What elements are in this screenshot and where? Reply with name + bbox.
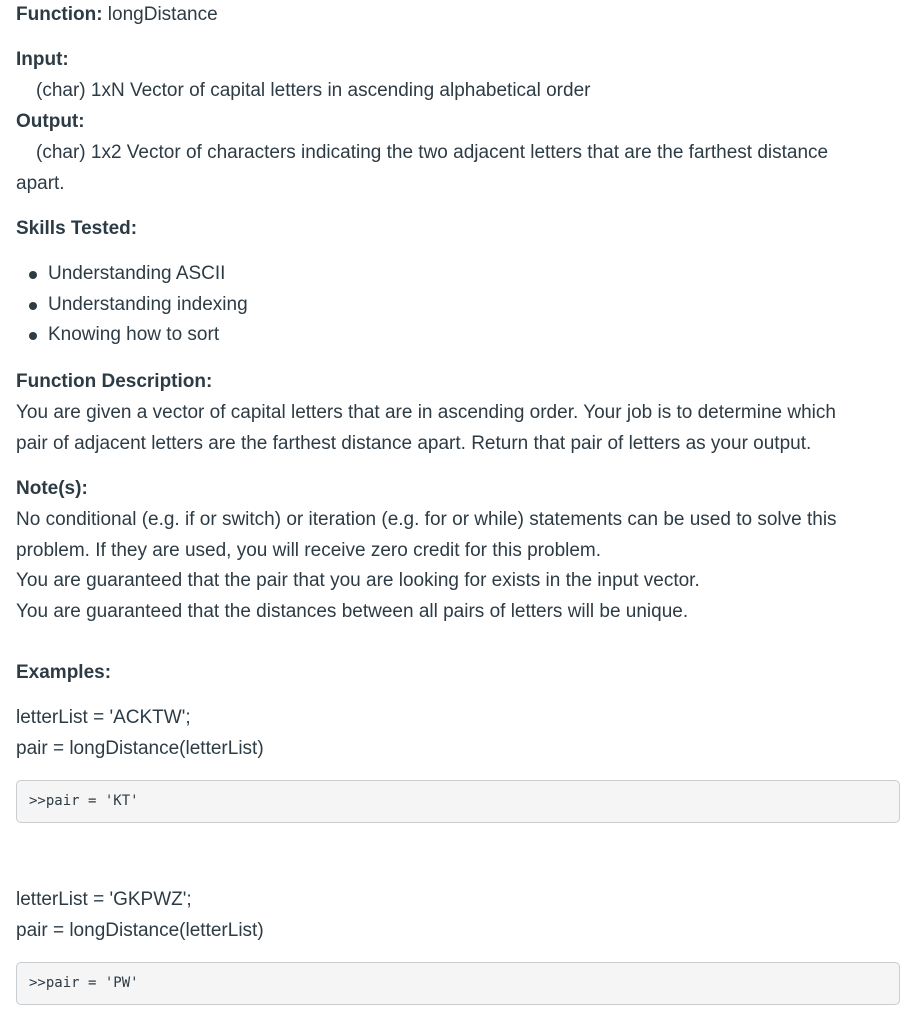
output-description-line-1: (char) 1x2 Vector of characters indicating the two adjacent letters that are the farthest distance	[36, 142, 829, 163]
example-1-output-box: >>pair = 'KT'	[16, 780, 900, 823]
function-label: Function:	[16, 4, 103, 25]
function-name: longDistance	[102, 4, 218, 25]
input-heading: Input:	[16, 49, 69, 70]
skills-heading: Skills Tested:	[16, 218, 138, 239]
notes-text	[16, 505, 900, 627]
example-1-code-line-1: letterList = 'ACKTW';	[16, 707, 191, 728]
skills-list-item-label: Understanding ASCII	[48, 263, 226, 284]
description-line-2: pair of adjacent letters are the farthest distance apart. Return that pair of letters as your output.	[16, 432, 812, 454]
output-description	[16, 138, 900, 199]
example-1-code-line-2: pair = longDistance(letterList)	[16, 737, 264, 759]
example-2-code-line-2: pair = longDistance(letterList)	[16, 919, 264, 941]
description-text	[16, 398, 900, 459]
notes-heading: Note(s):	[16, 478, 88, 499]
function-line	[16, 0, 900, 31]
notes-line-4: You are guaranteed that the distances between all pairs of letters will be unique.	[16, 600, 689, 622]
example-1-code	[16, 703, 264, 764]
notes-line-2: problem. If they are used, you will receive zero credit for this problem.	[16, 539, 602, 561]
example-2-code	[16, 885, 264, 946]
bullet-icon	[29, 302, 37, 310]
notes-line-1: No conditional (e.g. if or switch) or iteration (e.g. for or while) statements can be used to solve this	[16, 509, 837, 530]
description-line-1: You are given a vector of capital letters that are in ascending order. Your job is to determine which	[16, 402, 836, 423]
description-heading: Function Description:	[16, 371, 213, 392]
output-heading: Output:	[16, 111, 85, 132]
skills-list-item	[16, 320, 900, 351]
input-description: (char) 1xN Vector of capital letters in ascending alphabetical order	[36, 80, 591, 101]
skills-list-item-label: Knowing how to sort	[48, 324, 220, 345]
skills-list-item-label: Understanding indexing	[48, 293, 248, 315]
skills-list	[16, 259, 900, 351]
example-2-code-line-1: letterList = 'GKPWZ';	[16, 889, 192, 910]
skills-list-item	[16, 290, 900, 321]
example-2-output-box: >>pair = 'PW'	[16, 962, 900, 1005]
notes-line-3: You are guaranteed that the pair that you are looking for exists in the input vector.	[16, 570, 700, 591]
bullet-icon	[29, 332, 37, 340]
bullet-icon	[29, 271, 37, 279]
output-description-line-2: apart.	[16, 172, 65, 194]
examples-heading: Examples:	[16, 662, 112, 683]
skills-list-item	[16, 259, 900, 290]
